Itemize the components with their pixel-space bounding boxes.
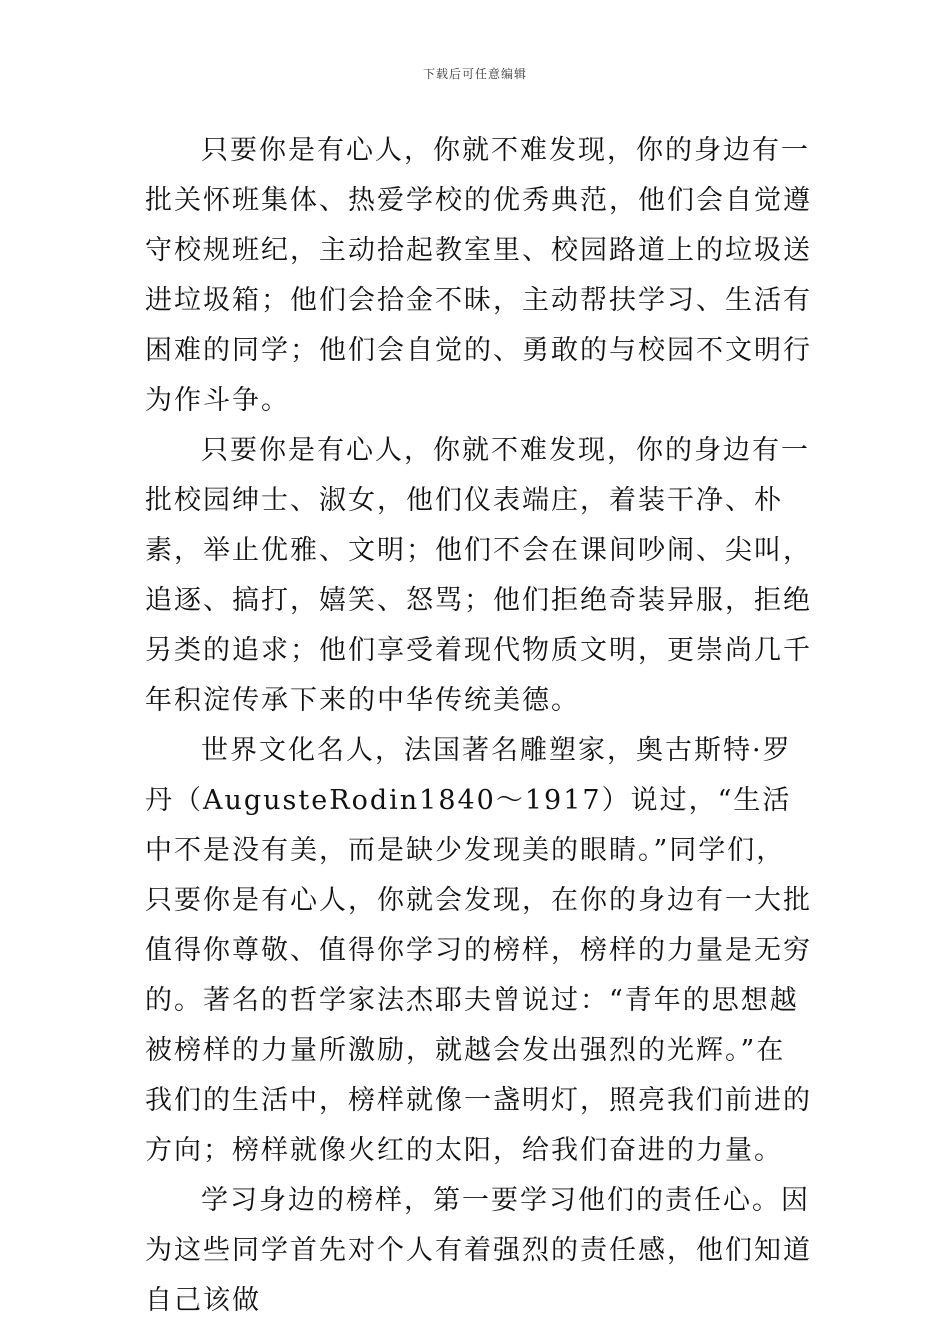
document-body: [145, 126, 813, 1326]
paragraph-3: 世界文化名人，法国著名雕塑家，奥古斯特·罗丹（AugusteRodin1840～1917）说过，“生活中不是没有美，而是缺少发现美的眼睛。”同学们，只要你是有心人，你就会发现，在你的身边有一大批值得你尊敬、值得你学习的榜样，榜样的力量是无穷的。著名的哲学家法杰耶夫曾说过：“青年的思想越被榜样的力量所激励，就越会发出强烈的光辉。”在我们的生活中，榜样就像一盏明灯，照亮我们前进的方向；榜样就像火红的太阳，给我们奋进的力量。: [145, 735, 812, 1166]
paragraph-2: 只要你是有心人，你就不难发现，你的身边有一批校园绅士、淑女，他们仪表端庄，着装干净、朴素，举止优雅、文明；他们不会在课间吵闹、尖叫，追逐、搞打，嬉笑、怒骂；他们拒绝奇装异服，拒绝另类的追求；他们享受着现代物质文明，更崇尚几千年积淀传承下来的中华传统美德。: [145, 435, 812, 716]
paragraph-1: 只要你是有心人，你就不难发现，你的身边有一批关怀班集体、热爱学校的优秀典范，他们会自觉遵守校规班纪，主动拾起教室里、校园路道上的垃圾送进垃圾箱；他们会拾金不昧，主动帮扶学习、生活有困难的同学；他们会自觉的、勇敢的与校园不文明行为作斗争。: [145, 135, 812, 416]
paragraph-4: 学习身边的榜样，第一要学习他们的责任心。因为这些同学首先对个人有着强烈的责任感，他们知道自己该做: [145, 1185, 812, 1316]
page-header: 下载后可任意编辑: [422, 67, 527, 81]
